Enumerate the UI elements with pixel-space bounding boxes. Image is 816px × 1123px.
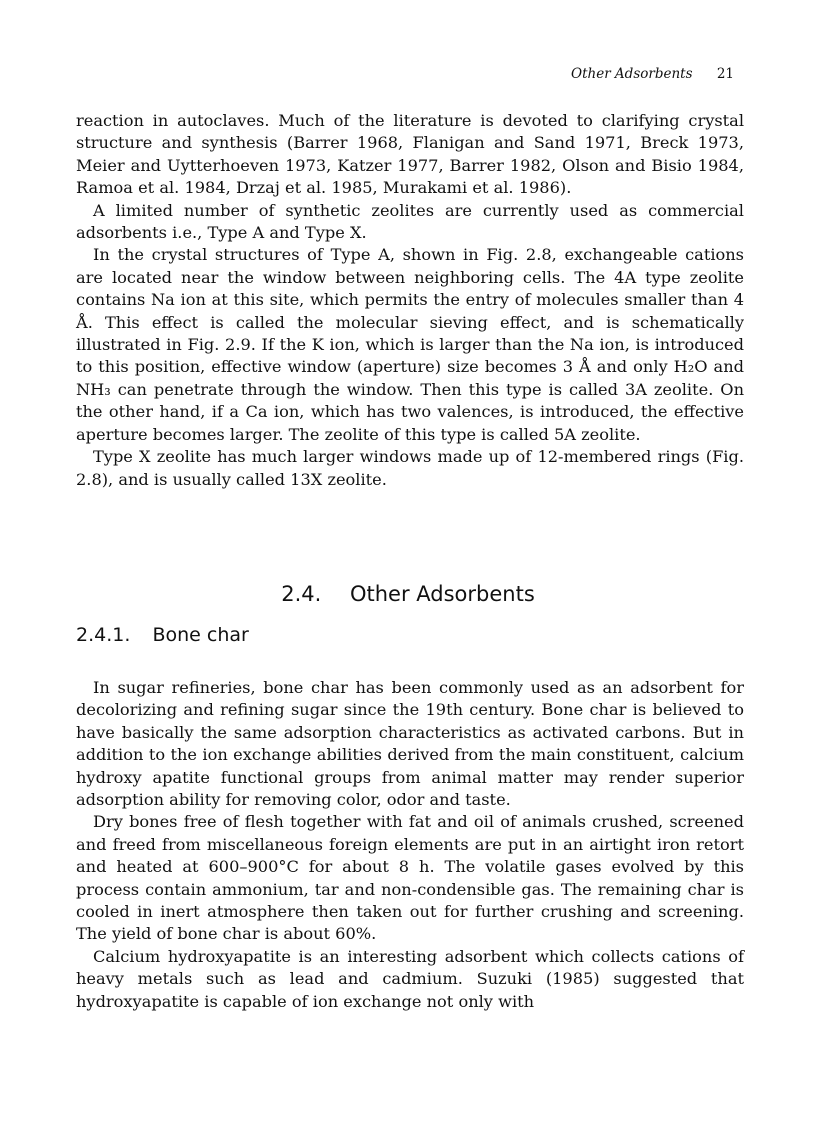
- zeolite-text-block: [76, 110, 744, 491]
- subsection-number: 2.4.1.: [76, 624, 131, 646]
- section-number: 2.4.: [281, 582, 322, 606]
- bone-char-text-block: [76, 677, 744, 1013]
- subsection-title: Bone char: [152, 624, 249, 646]
- paragraph-commercial-zeolites: A limited number of synthetic zeolites are currently used as commercial adsorbents i.e., Type A and Type X.: [76, 200, 744, 243]
- paragraph-type-x: Type X zeolite has much larger windows made up of 12-membered rings (Fig. 2.8), and is usually called 13X zeolite.: [76, 447, 744, 489]
- paragraph-dry-bones: Dry bones free of flesh together with fat and oil of animals crushed, screened and freed from miscellaneous foreign elements are put in an airtight iron retort and heated at 600–900°C for about 8 h. The volatile gases evolved by this process contain ammonium, tar and non-condensible gas. The remaining char is cooled in inert atmosphere then taken out for further crushing and screening. The yield of bone char is about 60%.: [76, 812, 744, 944]
- page-number: 21: [716, 66, 734, 82]
- paragraph-literature: reaction in autoclaves. Much of the literature is devoted to clarifying crystal structure and synthesis (Barrer 1968, Flanigan and Sand 1971, Breck 1973, Meier and Uytterhoeven 1973, Katzer 1977, Barrer 1982, Olson and Bisio 1984, Ramoa et al. 1984, Drzaj et al. 1985, Murakami et al. 1986).: [76, 111, 744, 198]
- paragraph-type-a: In the crystal structures of Type A, shown in Fig. 2.8, exchangeable cations are located near the window between neighboring cells. The 4A type zeolite contains Na ion at this site, which permits the entry of molecules smaller than 4 Å. This effect is called the molecular sieving effect, and is schematically illustrated in Fig. 2.9. If the K ion, which is larger than the Na ion, is introduced to this position, effective window (aperture) size becomes 3 Å and only H₂O and NH₃ can penetrate through the window. Then this type is called 3A zeolite. On the other hand, if a Ca ion, which has two valences, is introduced, the effective aperture becomes larger. The zeolite of this type is called 5A zeolite.: [76, 245, 744, 444]
- running-head: [571, 66, 734, 82]
- section-title: Other Adsorbents: [349, 582, 535, 606]
- subsection-heading: [76, 624, 249, 646]
- paragraph-sugar-refineries: In sugar refineries, bone char has been commonly used as an adsorbent for decolorizing and refining sugar since the 19th century. Bone char is believed to have basically the same adsorption characteristics as activated carbons. But in addition to the ion exchange abilities derived from the main constituent, calcium hydroxy apatite functional groups from animal matter may render superior adsorption ability for removing color, odor and taste.: [76, 678, 744, 810]
- section-heading: [0, 582, 816, 606]
- paragraph-hydroxyapatite: Calcium hydroxyapatite is an interesting adsorbent which collects cations of heavy metals such as lead and cadmium. Suzuki (1985) suggested that hydroxyapatite is capable of ion exchange not only with: [76, 946, 744, 1011]
- running-head-title: Other Adsorbents: [571, 66, 693, 82]
